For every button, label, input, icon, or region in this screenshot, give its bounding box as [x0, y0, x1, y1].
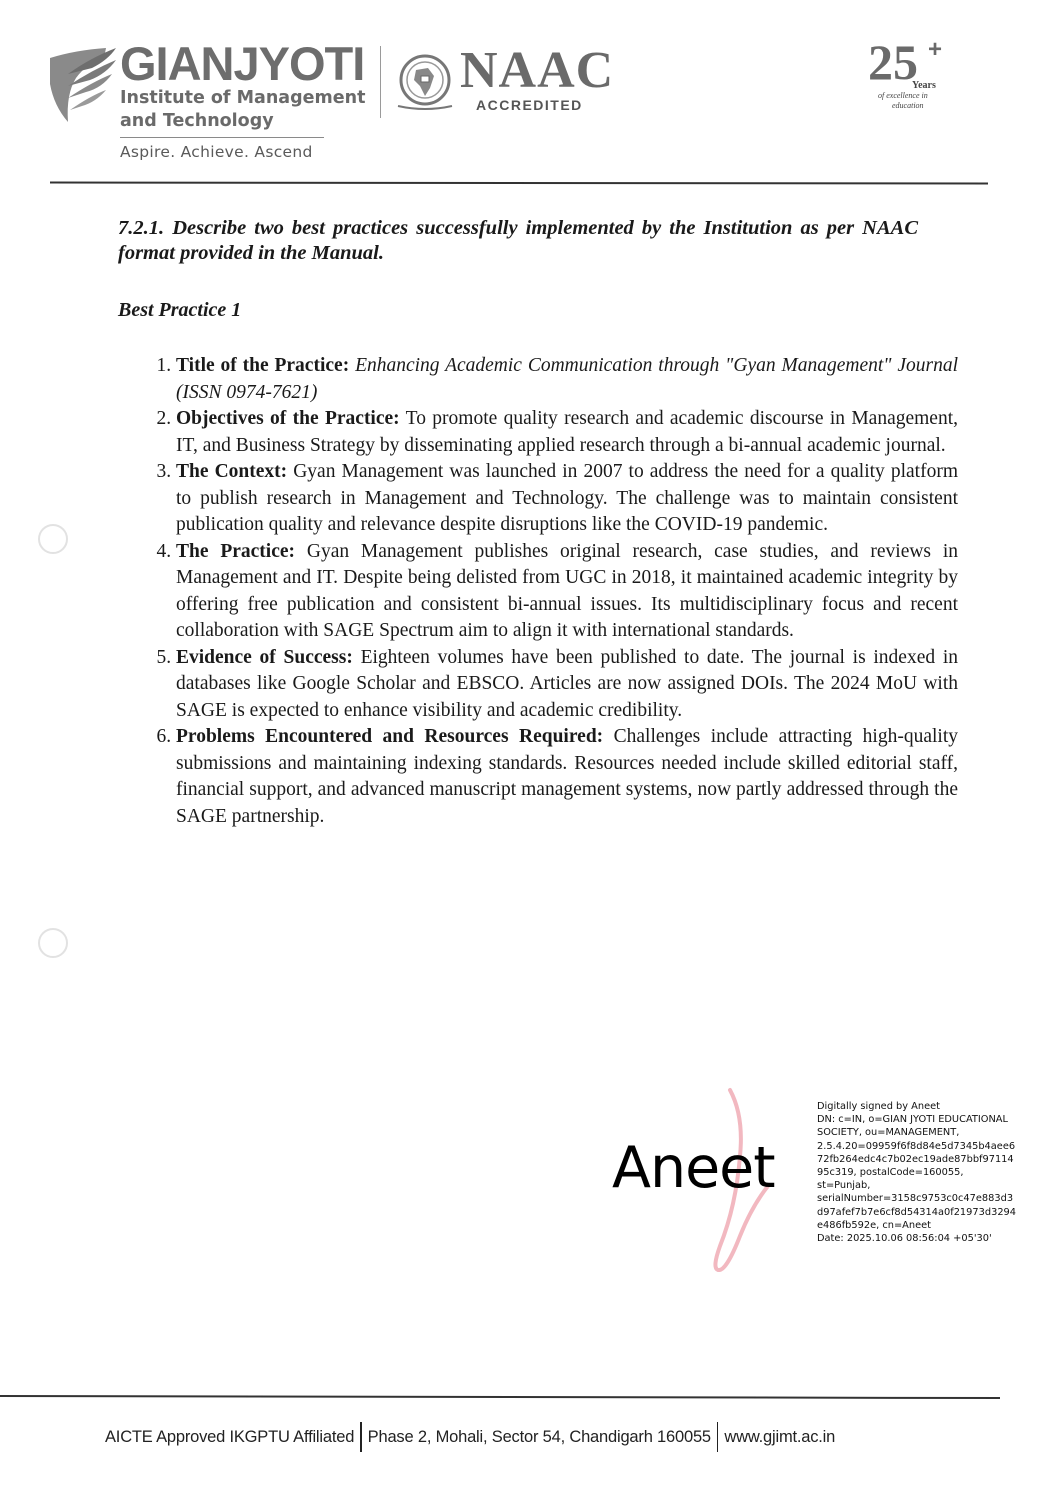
list-item-context: [176, 459, 958, 539]
item-heading: Problems Encountered and Resources Required:: [176, 726, 604, 747]
list-item-title: [176, 353, 958, 406]
signature-line: DN: c=IN, o=GIAN JYOTI EDUCATIONAL: [817, 1114, 1008, 1126]
item-text: Challenges include attracting high-quality submissions and maintaining indexing standards. Resources needed include skilled editorial staff, financial support, and advanced manuscript management systems, now partly addressed through the SAGE partnership.: [176, 726, 958, 827]
institute-name: GIANJYOTI: [120, 37, 365, 90]
naac-emblem-icon: [394, 52, 456, 112]
header-divider: [50, 182, 988, 185]
institute-tagline: Aspire. Achieve. Ascend: [120, 143, 313, 161]
footer-divider: [0, 1395, 1000, 1399]
item-text: Eighteen volumes have been published to date. The journal is indexed in databases like Google Scholar and EBSCO. Articles are now assigned DOIs. The 2024 MoU with SAGE is expected to enhance visibility and academic credibility.: [176, 646, 959, 721]
footer-separator: [360, 1422, 362, 1452]
punch-hole-mark: [38, 524, 68, 554]
institute-subtitle-line2: and Technology: [120, 111, 274, 131]
item-text: Enhancing Academic Communication through "Gyan Management" Journal (ISSN 0974-7621): [176, 355, 959, 403]
signature-line: SOCIETY, ou=MANAGEMENT,: [817, 1127, 960, 1139]
item-text: Gyan Management publishes original research, case studies, and reviews in Management and IT. Despite being delisted from UGC in 2018, it maintained academic integrity by offering free publication and consistent bi-annual issues. Its multidisciplinary focus and recent collaboration with SAGE Spectrum aim to align it with international standards.: [176, 540, 959, 641]
anniversary-years: Years: [912, 80, 936, 91]
accreditation-status: ACCREDITED: [476, 97, 583, 113]
signature-line: st=Punjab,: [817, 1180, 871, 1192]
item-heading: The Context:: [176, 461, 288, 482]
signature-line: e486fb592e, cn=Aneet: [817, 1219, 931, 1231]
item-text: To promote quality research and academic discourse in Management, IT, and Business Strategy by disseminating applied research through a bi-annual academic journal.: [176, 408, 959, 456]
signature-line: serialNumber=3158c9753c0c47e883d3: [817, 1193, 1014, 1205]
brand-divider: [120, 137, 324, 138]
item-heading: The Practice:: [176, 540, 296, 562]
signer-name: Aneet: [612, 1135, 775, 1201]
anniversary-line3: education: [892, 101, 924, 110]
footer: [105, 1422, 835, 1452]
item-heading: Objectives of the Practice:: [176, 408, 400, 429]
section-title: Best Practice 1: [118, 299, 242, 321]
signature-line: 95c319, postalCode=160055,: [817, 1167, 964, 1179]
institute-subtitle-line1: Institute of Management: [120, 88, 366, 108]
item-heading: Evidence of Success:: [176, 646, 353, 668]
item-text: Gyan Management was launched in 2007 to address the need for a quality platform to publish research in Management and Technology. The challenge was to maintain consistent publication quality and relevance despite disruptions like the COVID-19 pandemic.: [176, 461, 958, 535]
best-practice-list: [130, 353, 958, 830]
list-item-problems: [176, 724, 958, 830]
list-item-practice: [176, 539, 958, 645]
anniversary-number: 25: [868, 34, 918, 90]
institute-shield-logo-icon: [46, 44, 118, 126]
signature-line: 72fb264edc4c7b02ec19ade87bbf97114: [817, 1153, 1014, 1165]
header-vertical-divider: [380, 46, 381, 118]
digital-signature-details: [817, 1100, 1037, 1245]
signature-line: d97afef7b7e6cf8d54314a0f21973d3294: [817, 1206, 1017, 1218]
signature-line: Date: 2025.10.06 08:56:04 +05'30': [817, 1233, 992, 1245]
footer-separator: [717, 1422, 719, 1452]
footer-address: Phase 2, Mohali, Sector 54, Chandigarh 160055: [367, 1427, 711, 1446]
anniversary-plus: +: [928, 36, 943, 63]
list-item-objectives: [176, 406, 958, 459]
signature-line: Digitally signed by Aneet: [817, 1101, 940, 1112]
item-heading: Title of the Practice:: [176, 355, 350, 376]
footer-website-link[interactable]: www.gjimt.ac.in: [724, 1427, 836, 1446]
punch-hole-mark: [38, 928, 68, 958]
anniversary-badge: [862, 36, 962, 120]
signature-line: 2.5.4.20=09959f6f8d84e5d7345b4aee6: [817, 1140, 1016, 1152]
list-item-evidence: [176, 645, 958, 725]
naac-wordmark: NAAC: [460, 42, 615, 99]
footer-approval: AICTE Approved IKGPTU Affiliated: [105, 1427, 355, 1446]
anniversary-line2: of excellence in: [878, 91, 928, 100]
criterion-question: 7.2.1. Describe two best practices successfully implemented by the Institution as per NAAC format provided in the Manual.: [118, 217, 918, 264]
